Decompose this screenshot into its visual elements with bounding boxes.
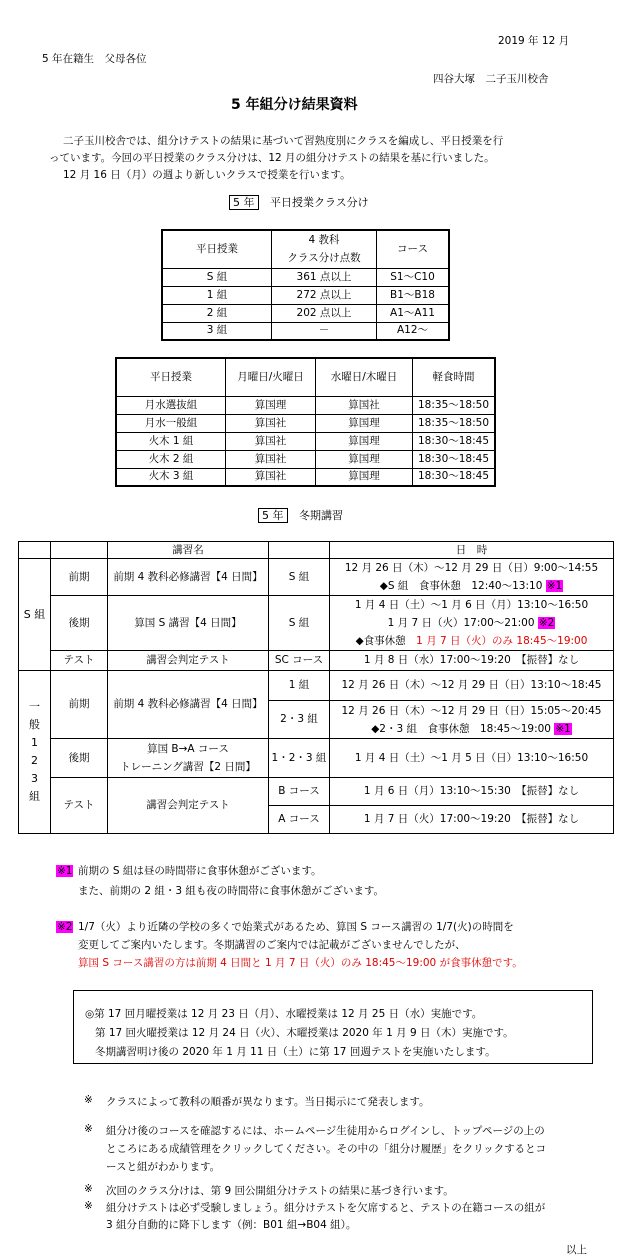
- intro-line-1: 二子玉川校舎では、組分けテストの結果に基づいて習熟度別にクラスを編成し、平日授業を行: [63, 135, 504, 147]
- table-row: 月水選抜組 算国理 算国社 18:35～18:50: [116, 396, 495, 414]
- table-row: A コース 1 月 7 日（火）17:00～19:20 【振替】なし: [19, 806, 614, 834]
- page-title: 5 年組分け結果資料: [231, 97, 358, 113]
- note-marker: ※1: [555, 722, 571, 735]
- table-row: 月水一般組 算国社 算国理 18:35～18:50: [116, 414, 495, 432]
- schedule-info-box: ◎第 17 回月曜授業は 12 月 23 日（月）、水曜授業は 12 月 25 日（水）実施です。 第 17 回火曜授業は 12 月 24 日（火）、木曜授業は 2020 年 1 月 9 日（木）実施です。 冬期講習明け後の 2020 年 1 月 11 日（土）に第 17 回週テストを実施いたします。: [73, 990, 593, 1064]
- table2-header-snack: 軽食時間: [413, 358, 496, 396]
- table3-header-course: 講習名: [108, 542, 269, 559]
- closing-text: 以上: [566, 1244, 587, 1256]
- table-row: 火木 2 組 算国社 算国理 18:30～18:45: [116, 450, 495, 468]
- table2-header-wednesday: 水曜日/木曜日: [316, 358, 413, 396]
- section-label: 冬期講習: [299, 509, 343, 522]
- table-row: 2 組 202 点以上 A1～A11: [162, 304, 449, 322]
- footnote-mark: ※: [84, 1094, 93, 1106]
- table1-header-score: 4 教科 クラス分け点数: [272, 230, 377, 268]
- table-row: 火木 1 組 算国社 算国理 18:30～18:45: [116, 432, 495, 450]
- note-marker: ※2: [538, 617, 555, 629]
- table-row: 後期 算国 B→A コース トレーニング講習【2 日間】 1・2・3 組 1 月 4 日（土）～1 月 5 日（日）13:10～16:50: [19, 739, 614, 778]
- table-row: 1 組 272 点以上 B1～B18: [162, 286, 449, 304]
- note-marker: ※1: [57, 865, 73, 877]
- intro-line-3: 12 月 16 日（月）の週より新しいクラスで授業を行います。: [63, 169, 351, 181]
- footnote-4-line-1: 組分けテストは必ず受験しましょう。組分けテストを欠席すると、テストの在籍コースの組が: [106, 1202, 546, 1214]
- table3-header-date: 日 時: [330, 542, 614, 559]
- footnote-2-line-3: ースと組がわかります。: [106, 1161, 221, 1173]
- footnote-mark: ※: [84, 1123, 93, 1135]
- recipient-line: 5 年在籍生 父母各位: [42, 53, 147, 65]
- footnote-mark: ※: [84, 1183, 93, 1195]
- section-heading-weekday: [229, 194, 369, 210]
- footnote-3: 次回のクラス分けは、第 9 回公開組分けテストの結果に基づき行います。: [106, 1185, 454, 1197]
- table-row: テスト 講習会判定テスト B コース 1 月 6 日（月）13:10～15:30 【振替】なし: [19, 778, 614, 806]
- intro-line-2: っています。今回の平日授業のクラス分けは、12 月の組分けテストの結果を基に行いました。: [49, 152, 495, 164]
- section-label: 平日授業クラス分け: [270, 196, 369, 209]
- grade-box: 5 年: [258, 508, 288, 523]
- table-row: 一 般 1 2 3 組 前期 前期 4 教科必修講習【4 日間】 1 組 12 月 26 日（木）～12 月 29 日（日）13:10～18:45: [19, 671, 614, 701]
- general-group-label: 一 般 1 2 3 組: [19, 671, 51, 834]
- table2-header-monday: 月曜日/火曜日: [226, 358, 316, 396]
- footnote-1: クラスによって教科の順番が異なります。当日掲示にて発表します。: [106, 1096, 430, 1108]
- footnote-mark: ※: [84, 1200, 93, 1212]
- s-group-label: S 組: [19, 559, 51, 671]
- table1-header-course: コース: [377, 230, 450, 268]
- table-row: S 組 361 点以上 S1～C10: [162, 268, 449, 286]
- class-split-table: [161, 229, 450, 341]
- weekday-schedule-table: [115, 357, 496, 487]
- grade-box: 5 年: [229, 195, 259, 210]
- footnote-2-line-1: 組分け後のコースを確認するには、ホームページ生徒用からログインし、トップページの上の: [106, 1125, 545, 1137]
- school-name: 四谷大塚 二子玉川校舎: [433, 73, 549, 85]
- table1-header-class: 平日授業: [162, 230, 272, 268]
- table-row: テスト 講習会判定テスト SC コース 1 月 8 日（水）17:00～19:20 【振替】なし: [19, 651, 614, 671]
- document-date: 2019 年 12 月: [498, 35, 570, 47]
- winter-course-table: [18, 541, 614, 834]
- table-row: S 組 前期 前期 4 教科必修講習【4 日間】 S 組 12 月 26 日（木）～12 月 29 日（日）9:00～14:55 ◆S 組 食事休憩 12:40～13:10 ※1: [19, 559, 614, 596]
- table-row: 後期 算国 S 講習【4 日間】 S 組 1 月 4 日（土）～1 月 6 日（月）13:10～16:50 1 月 7 日（火）17:00～21:00 ※2 ◆食事休憩 1 月 7 日（火）のみ 18:45～19:00: [19, 596, 614, 651]
- note-marker: ※2: [57, 921, 73, 933]
- table-row: 3 組 － A12～: [162, 322, 449, 340]
- table2-header-class: 平日授業: [116, 358, 226, 396]
- note-marker: ※1: [546, 580, 563, 592]
- footnote-4-line-2: 3 組分自動的に降下します（例：B01 組→B04 組）。: [106, 1219, 357, 1231]
- table-row: 2・3 組 12 月 26 日（木）～12 月 29 日（日）15:05～20:45 ◆2・3 組 食事休憩 18:45～19:00 ※1: [19, 701, 614, 739]
- table-row: 火木 3 組 算国社 算国理 18:30～18:45: [116, 468, 495, 486]
- section-heading-winter: [258, 507, 343, 523]
- footnote-2-line-2: ところにある成績管理をクリックしてください。その中の「組分け履歴」をクリックするとコ: [106, 1143, 547, 1155]
